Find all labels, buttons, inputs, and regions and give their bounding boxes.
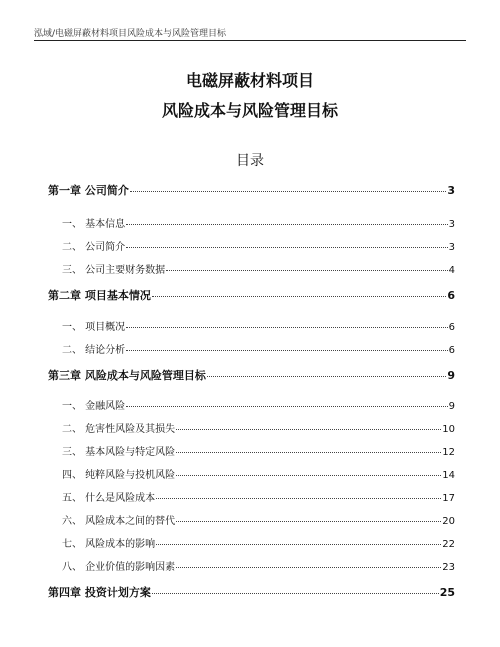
leader-dots bbox=[156, 498, 441, 499]
toc-entry-label: 二、 结论分析 bbox=[62, 345, 126, 356]
leader-dots bbox=[156, 544, 441, 545]
toc-entry[interactable] bbox=[48, 443, 455, 458]
leader-dots bbox=[126, 350, 447, 351]
toc-entry-label: 一、 基本信息 bbox=[62, 219, 126, 230]
leader-dots bbox=[152, 296, 447, 297]
leader-dots bbox=[126, 406, 447, 407]
toc-entry-label: 第四章 投资计划方案 bbox=[48, 586, 151, 599]
toc-entry[interactable] bbox=[48, 182, 455, 198]
toc-entry-page: 9 bbox=[447, 369, 455, 382]
toc-entry[interactable] bbox=[48, 558, 455, 573]
toc-entry-label: 五、 什么是风险成本 bbox=[62, 493, 156, 504]
toc-entry-label: 三、 公司主要财务数据 bbox=[62, 265, 166, 276]
header-divider bbox=[34, 40, 466, 41]
running-header: 泓域/电磁屏蔽材料项目风险成本与风险管理目标 bbox=[34, 29, 227, 39]
toc-entry-page: 20 bbox=[442, 516, 455, 527]
toc-entry-label: 第一章 公司简介 bbox=[48, 184, 129, 197]
toc-entry[interactable] bbox=[48, 512, 455, 527]
toc-entry[interactable] bbox=[48, 584, 455, 600]
toc-entry[interactable] bbox=[48, 420, 455, 435]
toc-entry[interactable] bbox=[48, 466, 455, 481]
toc-entry[interactable] bbox=[48, 341, 455, 356]
document-title-line2: 风险成本与风险管理目标 bbox=[161, 101, 338, 120]
toc-entry-label: 六、 风险成本之间的替代 bbox=[62, 516, 176, 527]
toc-entry[interactable] bbox=[48, 215, 455, 230]
leader-dots bbox=[176, 567, 441, 568]
toc-entry-page: 3 bbox=[448, 242, 455, 253]
toc-entry-label: 四、 纯粹风险与投机风险 bbox=[62, 470, 176, 481]
toc-entry-page: 6 bbox=[448, 322, 455, 333]
leader-dots bbox=[126, 247, 447, 248]
toc-entry-label: 二、 公司简介 bbox=[62, 242, 126, 253]
toc-entry-page: 23 bbox=[442, 562, 455, 573]
toc-entry-page: 25 bbox=[439, 586, 455, 599]
leader-dots bbox=[166, 270, 447, 271]
toc-entry-page: 22 bbox=[442, 539, 455, 550]
leader-dots bbox=[176, 452, 441, 453]
leader-dots bbox=[207, 376, 447, 377]
leader-dots bbox=[126, 327, 447, 328]
toc-entry-page: 14 bbox=[442, 470, 455, 481]
toc-entry-page: 3 bbox=[447, 184, 455, 197]
toc-entry-page: 3 bbox=[448, 219, 455, 230]
toc-entry-label: 三、 基本风险与特定风险 bbox=[62, 447, 176, 458]
toc-entry[interactable] bbox=[48, 535, 455, 550]
toc-entry-page: 17 bbox=[442, 493, 455, 504]
toc-entry[interactable] bbox=[48, 318, 455, 333]
toc-entry-page: 6 bbox=[448, 345, 455, 356]
toc-entry-label: 第三章 风险成本与风险管理目标 bbox=[48, 369, 206, 382]
toc-entry-label: 一、 项目概况 bbox=[62, 322, 126, 333]
toc-entry-label: 八、 企业价值的影响因素 bbox=[62, 562, 176, 573]
toc-entry[interactable] bbox=[48, 238, 455, 253]
leader-dots bbox=[152, 593, 439, 594]
leader-dots bbox=[176, 429, 441, 430]
toc-entry[interactable] bbox=[48, 489, 455, 504]
toc-entry[interactable] bbox=[48, 397, 455, 412]
toc-entry[interactable] bbox=[48, 261, 455, 276]
leader-dots bbox=[130, 191, 447, 192]
document-title-line1: 电磁屏蔽材料项目 bbox=[185, 71, 314, 90]
toc-entry-label: 一、 金融风险 bbox=[62, 401, 126, 412]
toc-entry-page: 9 bbox=[448, 401, 455, 412]
toc-entry-page: 4 bbox=[448, 265, 455, 276]
toc-entry-label: 二、 危害性风险及其损失 bbox=[62, 424, 176, 435]
toc-entry[interactable] bbox=[48, 287, 455, 303]
toc-heading: 目录 bbox=[236, 153, 264, 169]
toc-entry-label: 七、 风险成本的影响 bbox=[62, 539, 156, 550]
toc-entry-page: 10 bbox=[442, 424, 455, 435]
toc-entry-page: 12 bbox=[442, 447, 455, 458]
toc-entry-label: 第二章 项目基本情况 bbox=[48, 289, 151, 302]
leader-dots bbox=[176, 475, 441, 476]
leader-dots bbox=[176, 521, 441, 522]
toc-entry[interactable] bbox=[48, 367, 455, 383]
toc-entry-page: 6 bbox=[447, 289, 455, 302]
leader-dots bbox=[126, 224, 447, 225]
